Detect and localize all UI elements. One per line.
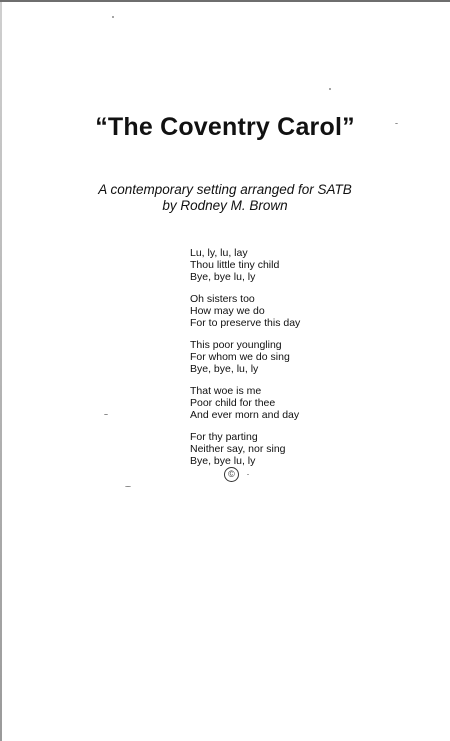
arranger-line: by Rodney M. Brown — [162, 198, 288, 213]
stanza — [190, 293, 300, 329]
lyric-line: For whom we do sing — [190, 351, 290, 363]
page-title: “The Coventry Carol” — [95, 113, 355, 141]
page-edge — [0, 0, 2, 741]
lyric-line: Bye, bye, lu, ly — [190, 363, 259, 375]
lyric-line: Bye, bye lu, ly — [190, 271, 256, 283]
lyric-line: And ever morn and day — [190, 409, 300, 421]
copyright-icon: © — [224, 467, 239, 482]
scan-speck — [329, 88, 331, 90]
scan-speck — [104, 414, 108, 415]
lyric-line: Bye, bye lu, ly — [190, 455, 256, 467]
stanza — [190, 339, 300, 375]
scan-speck — [112, 16, 114, 18]
lyric-line: This poor youngling — [190, 339, 282, 351]
top-rule — [0, 0, 450, 2]
lyric-line: Thou little tiny child — [190, 259, 280, 271]
lyric-line: For thy parting — [190, 431, 258, 443]
lyric-line: Poor child for thee — [190, 397, 276, 409]
subtitle-line: A contemporary setting arranged for SATB — [98, 182, 352, 197]
lyric-line: Oh sisters too — [190, 293, 255, 305]
lyric-line: Lu, ly, lu, lay — [190, 247, 248, 259]
stanza — [190, 431, 300, 467]
subtitle — [0, 182, 450, 214]
stanza — [190, 247, 300, 283]
lyric-line: That woe is me — [190, 385, 262, 397]
lyric-line: For to preserve this day — [190, 317, 301, 329]
scan-speck — [125, 486, 131, 487]
lyrics — [190, 247, 300, 477]
lyric-line: How may we do — [190, 305, 265, 317]
stanza — [190, 385, 300, 421]
lyric-line: Neither say, nor sing — [190, 443, 286, 455]
